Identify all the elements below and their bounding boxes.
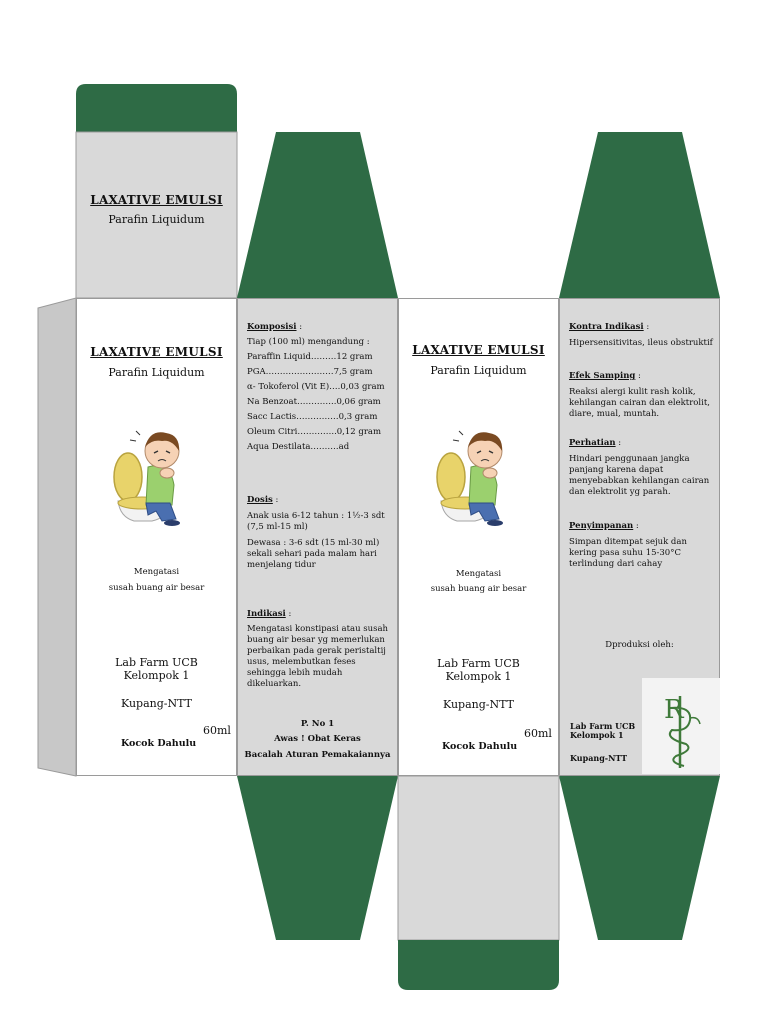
bottom-lid-panel [398,776,559,940]
right-city: Kupang-NTT [570,753,628,763]
caution-heading: Perhatian [569,438,616,448]
composition-item: Na Benzoat…………..0,06 gram [247,397,381,407]
caution-text: Hindari penggunaan jangka panjang karena dapat menyebabkan kehilangan cairan dan elektrolit yg parah. [569,454,710,497]
composition-list [247,352,392,453]
storage-heading: Penyimpanan [569,521,634,531]
dosage-heading: Dosis [247,495,273,505]
composition-item: PGA……………………7,5 gram [247,367,373,377]
dosage-adult: Dewasa : 3-6 sdt (15 ml-30 ml) sekali sehari pada malam hari menjelang tidur [247,538,380,570]
producer-label: Dproduksi oleh: [605,640,674,650]
front-maker-line2: Kelompok 1 [123,669,190,682]
back-claim-line2: susah buang air besar [430,584,527,594]
back-maker-line1: Lab Farm UCB [437,657,520,670]
svg-text:R: R [664,695,684,725]
composition-item: Paraffin Liquid………12 gram [247,352,373,362]
indication-block: Indikasi : Mengatasi konstipasi atau susah buang air besar yg memerlukan perbaikan pada gerak peristaltij usus, melembutkan feses sehingga lebih mudah dikeluarkan. [247,609,392,690]
glue-flap [38,298,76,776]
side-effects-block: Efek Samping : Reaksi alergi kulit rash kolik, kehilangan cairan dan elektrolit, diare, mual, muntah. [569,371,714,420]
back-city: Kupang-NTT [442,698,514,711]
composition-item: Sacc Lactis……………0,3 gram [247,412,378,422]
right-maker-line2: Kelompok 1 [570,730,624,740]
dosage-child: Anak usia 6-12 tahun : 1½-3 sdt (7,5 ml-15 ml) [247,511,385,532]
side-effects-heading: Efek Samping [569,371,636,381]
back-product-name: LAXATIVE EMULSI [412,343,545,357]
right-maker-line1: Lab Farm UCB [570,721,636,731]
bottom-flap-green [398,940,559,990]
front-shake-note: Kocok Dahulu [121,738,197,749]
warning-line3: Bacalah Aturan Pemakaiannya [244,750,391,760]
front-claim-line1: Mengatasi [133,567,180,577]
side-effects-text: Reaksi alergi kulit rash kolik, kehilangan cairan dan elektrolit, diare, mual, muntah. [569,387,710,419]
pharmacy-logo-icon [642,678,720,774]
lid-product-name: LAXATIVE EMULSI [90,193,223,207]
top-dust-flap-left [237,132,398,298]
back-volume: 60ml [524,727,552,740]
contraindication-heading: Kontra Indikasi [569,322,644,332]
composition-block: Komposisi : Tiap (100 ml) mengandung : Paraffin Liquid………12 gram PGA……………………7,5 gram α- Tokoferol (Vit E)….0,03 gram Na Benzoat…………..0,06 gram Sacc Lactis……………0,3 gram Oleum Citri…………..0,12 gram Aqua Destilata……….ad [247,322,392,453]
composition-item: Aqua Destilata……….ad [247,442,350,452]
front-maker-line1: Lab Farm UCB [115,656,198,669]
indication-heading: Indikasi [247,609,286,619]
contraindication-text: Hipersensitivitas, ileus obstruktif [569,338,713,348]
bottom-dust-flap-right [559,776,720,940]
storage-text: Simpan ditempat sejuk dan kering pasa suhu 15-30°C terlindung dari cahay [569,537,687,569]
composition-heading: Komposisi [247,322,297,332]
back-shake-note: Kocok Dahulu [442,741,518,752]
composition-item: α- Tokoferol (Vit E)….0,03 gram [247,382,385,392]
back-claim-line1: Mengatasi [455,569,502,579]
boy-on-toilet-icon [435,425,517,531]
composition-item: Oleum Citri…………..0,12 gram [247,427,382,437]
back-generic-name: Parafin Liquidum [430,364,527,377]
boy-on-toilet-icon [112,425,194,531]
lid-generic-name: Parafin Liquidum [108,213,205,226]
front-volume: 60ml [203,724,231,737]
indication-text: Mengatasi konstipasi atau susah buang air besar yg memerlukan perbaikan pada gerak peristaltij usus, melembutkan feses sehingga lebih mudah dikeluarkan. [247,624,388,689]
bottom-dust-flap-left [237,776,398,940]
back-maker-line2: Kelompok 1 [445,670,512,683]
front-city: Kupang-NTT [120,697,192,710]
contraindication-block: Kontra Indikasi : Hipersensitivitas, ileus obstruktif [569,322,713,348]
top-dust-flap-right [559,132,720,298]
warning-line2: Awas ! Obat Keras [274,734,361,744]
front-generic-name: Parafin Liquidum [108,366,205,379]
caution-block: Perhatian : Hindari penggunaan jangka panjang karena dapat menyebabkan kehilangan cairan dan elektrolit yg parah. [569,438,714,498]
composition-intro: Tiap (100 ml) mengandung : [247,337,370,347]
warning-line1: P. No 1 [300,719,335,729]
top-flap-green [76,84,237,132]
dosage-block: Dosis : Anak usia 6-12 tahun : 1½-3 sdt (7,5 ml-15 ml) Dewasa : 3-6 sdt (15 ml-30 ml) sekali sehari pada malam hari menjelang tidur [247,495,392,571]
front-product-name: LAXATIVE EMULSI [90,345,223,359]
storage-block: Penyimpanan : Simpan ditempat sejuk dan kering pasa suhu 15-30°C terlindung dari cahay [569,521,714,570]
front-claim-line2: susah buang air besar [108,583,205,593]
pharmacy-logo-box [642,678,720,774]
